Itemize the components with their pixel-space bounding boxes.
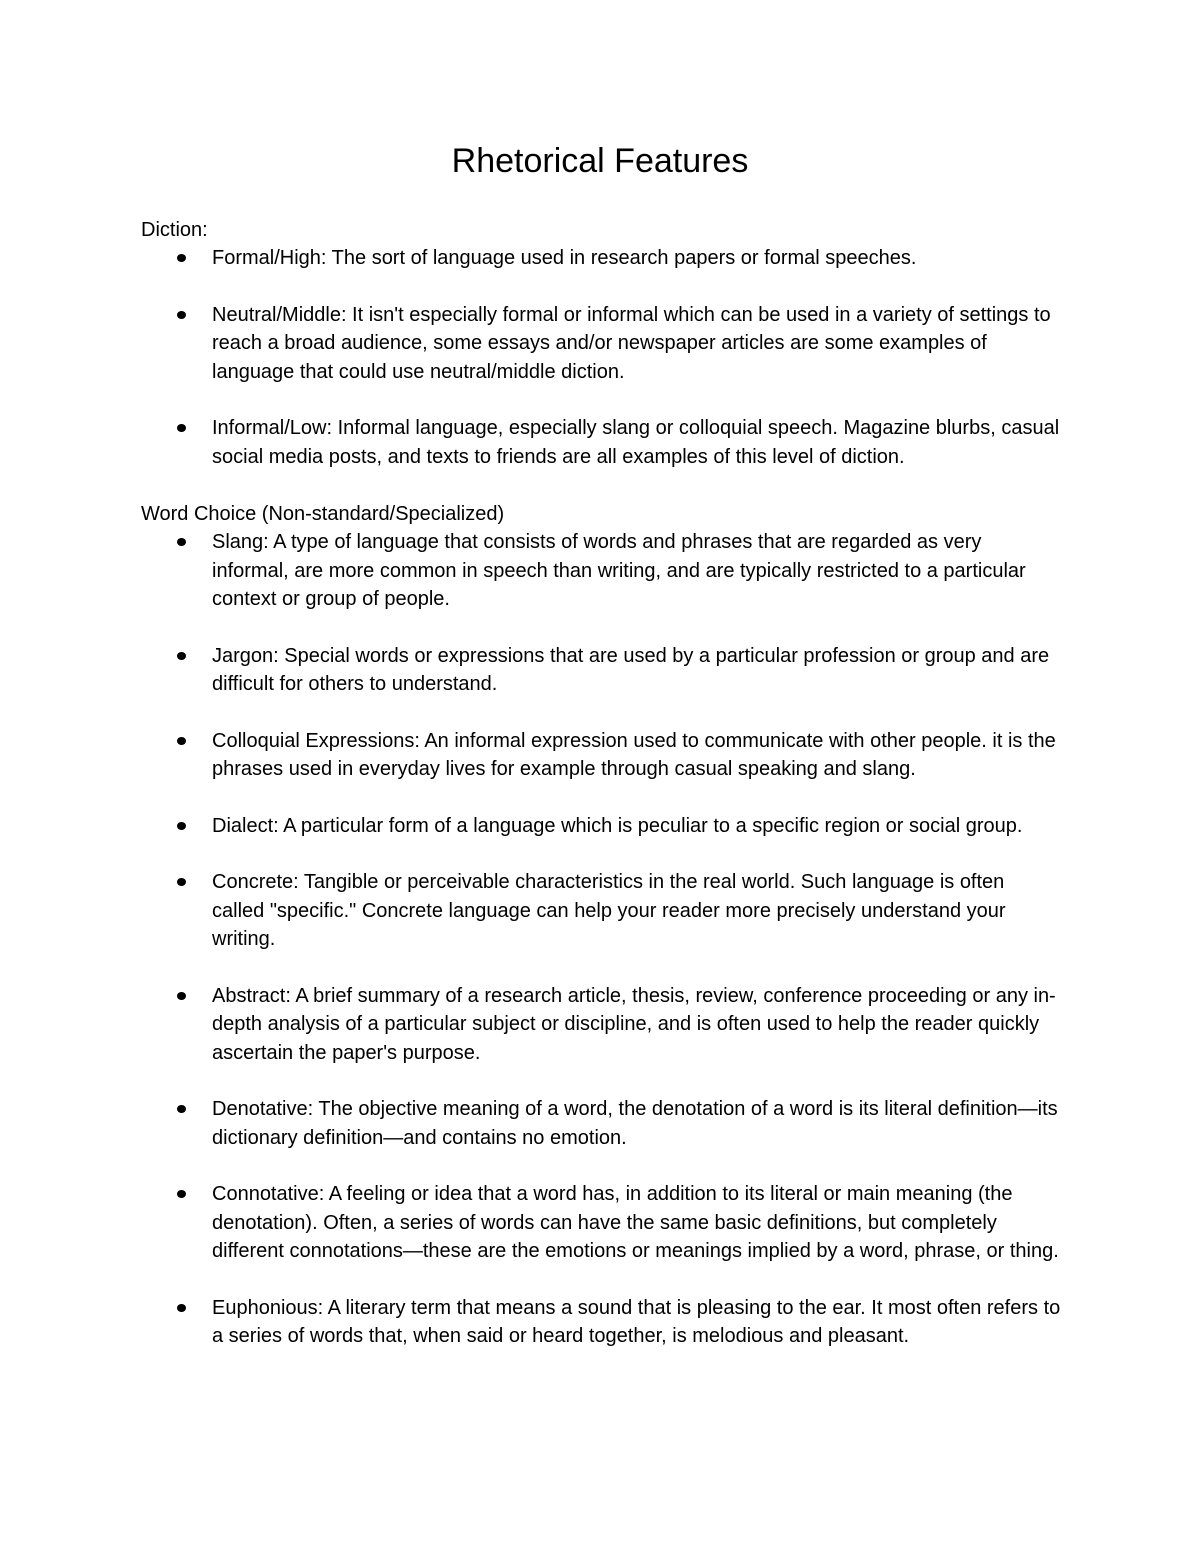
list-item-dialect	[0, 812, 1062, 841]
bullet-icon	[177, 538, 186, 546]
list-item-text: Colloquial Expressions: An informal expression used to communicate with other people. it is the phrases used in everyday lives for example through casual speaking and slang.	[212, 729, 1056, 780]
list-item-text: Concrete: Tangible or perceivable characteristics in the real world. Such language is often called "specific." Concrete language can help your reader more precisely understand your writing.	[212, 871, 1006, 950]
bullet-icon	[177, 1105, 186, 1113]
list-item-text: Dialect: A particular form of a language which is peculiar to a specific region or social group.	[212, 814, 1023, 837]
diction-list	[0, 244, 1200, 471]
bullet-icon	[177, 878, 186, 886]
list-item-euphonious	[0, 1294, 1062, 1351]
list-item-concrete	[0, 868, 1062, 954]
list-item-text: Slang: A type of language that consists of words and phrases that are regarded as very informal, are more common in speech than writing, and are typically restricted to a particular context or group of people.	[212, 531, 1026, 610]
bullet-icon	[177, 424, 186, 432]
page-title: Rhetorical Features	[451, 142, 749, 180]
list-item-text: Connotative: A feeling or idea that a word has, in addition to its literal or main meaning (the denotation). Often, a series of words can have the same basic definitions, but completely different connotations—these are the emotions or meanings implied by a word, phrase, or thing.	[212, 1183, 1059, 1262]
bullet-icon	[177, 311, 186, 319]
bullet-icon	[177, 1304, 186, 1312]
bullet-icon	[177, 822, 186, 830]
bullet-icon	[177, 254, 186, 262]
list-item-text: Abstract: A brief summary of a research article, thesis, review, conference proceeding or any in-depth analysis of a particular subject or discipline, and is often used to help the reader quickly ascertain the paper's purpose.	[212, 984, 1056, 1064]
bullet-icon	[177, 737, 186, 745]
section-heading-diction: Diction:	[141, 219, 208, 241]
list-item-abstract	[0, 982, 1062, 1068]
list-item-jargon	[0, 642, 1062, 699]
bullet-icon	[177, 652, 186, 660]
word-choice-list	[0, 528, 1200, 1351]
list-item-denotative	[0, 1095, 1062, 1152]
list-item-connotative	[0, 1180, 1062, 1266]
bullet-icon	[177, 992, 186, 1000]
list-item-text: Formal/High: The sort of language used in research papers or formal speeches.	[212, 247, 917, 269]
list-item-text: Jargon: Special words or expressions that are used by a particular profession or group and are difficult for others to understand.	[212, 644, 1050, 695]
section-heading-word-choice: Word Choice (Non-standard/Specialized)	[141, 503, 505, 525]
list-item-text: Denotative: The objective meaning of a word, the denotation of a word is its literal definition—its dictionary definition—and contains no emotion.	[212, 1098, 1058, 1149]
bullet-icon	[177, 1190, 186, 1198]
list-item-formal-high	[0, 244, 1062, 273]
list-item-neutral-middle	[0, 301, 1062, 387]
list-item-text: Euphonious: A literary term that means a sound that is pleasing to the ear. It most often refers to a series of words that, when said or heard together, is melodious and pleasant.	[212, 1296, 1061, 1347]
list-item-informal-low	[0, 414, 1062, 471]
list-item-text: Informal/Low: Informal language, especially slang or colloquial speech. Magazine blurbs, casual social media posts, and texts to friends are all examples of this level of diction.	[212, 417, 1060, 468]
list-item-slang	[0, 528, 1062, 614]
list-item-text: Neutral/Middle: It isn't especially formal or informal which can be used in a variety of settings to reach a broad audience, some essays and/or newspaper articles are some examples of language that could use neutral/middle diction.	[212, 303, 1051, 383]
list-item-colloquial-expressions	[0, 727, 1062, 784]
